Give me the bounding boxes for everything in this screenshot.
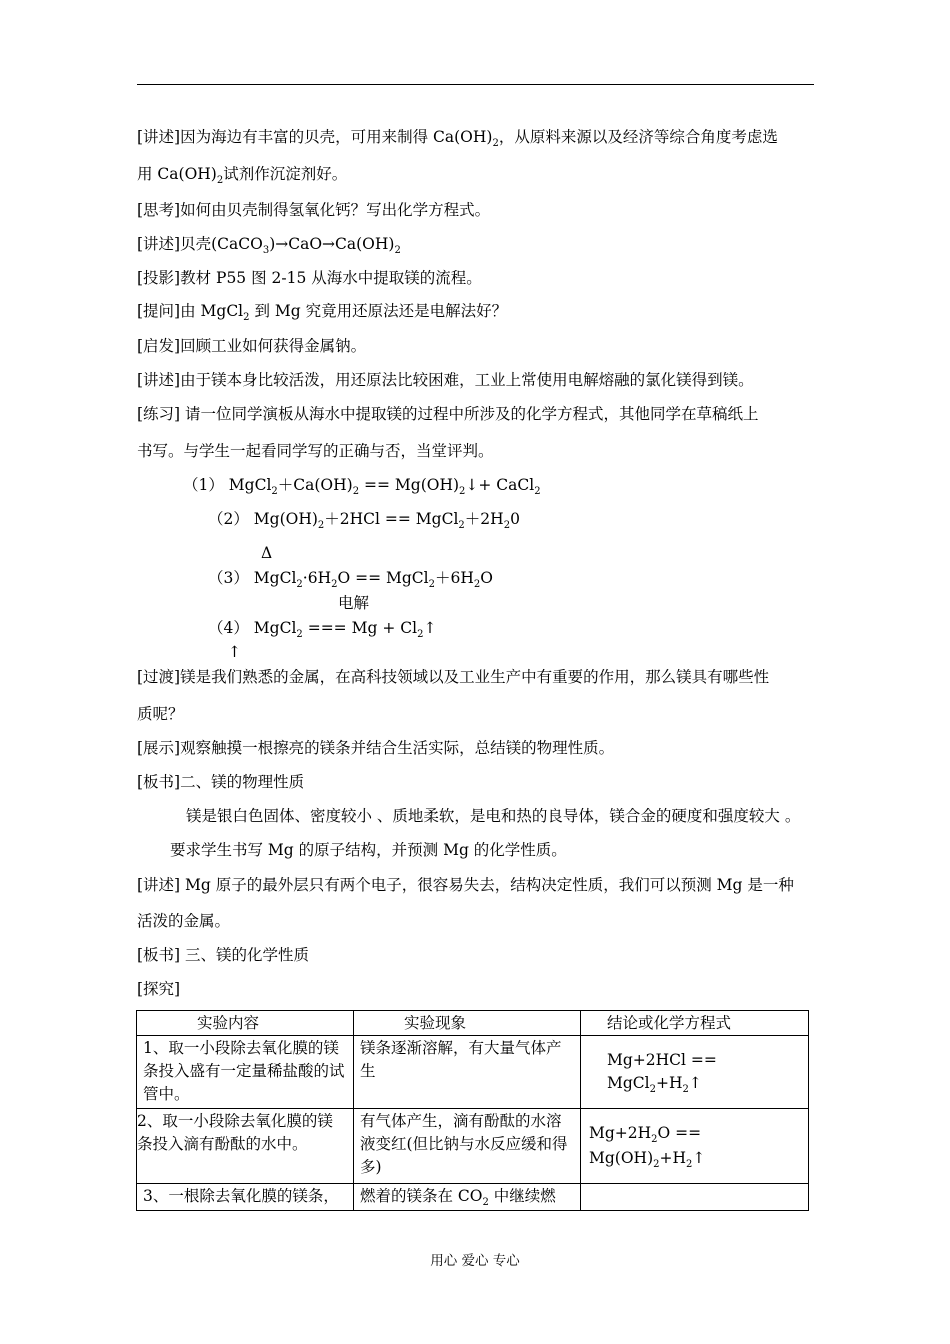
table-cell: $Mg+2HCl == MgCl_2+H_2↑$ bbox=[581, 1036, 809, 1109]
table-cell: 1、取一小段除去氧化膜的镁条投入盛有一定量稀盐酸的试管中。 bbox=[137, 1036, 354, 1109]
paragraph-line: [讲述]贝壳$(CaCO_3)\to CaO\to Ca(OH)_2$ bbox=[137, 235, 401, 256]
paragraph-line: 活泼的金属。 bbox=[137, 912, 231, 930]
table-cell: 镁条逐渐溶解，有大量气体产生 bbox=[354, 1036, 581, 1109]
table-cell: 2、取一小段除去氧化膜的镁条投入滴有酚酞的水中。 bbox=[137, 1109, 354, 1184]
equation-1: （1） $MgCl_2+Ca(OH)_2$ == $Mg(OH)_2↓+$ CaCl$_2$ bbox=[183, 476, 541, 497]
paragraph-line: 书写。与学生一起看同学写的正确与否，当堂评判。 bbox=[137, 442, 494, 460]
table-cell: 燃着的镁条在 $CO_2$ 中继续燃 bbox=[354, 1184, 581, 1211]
arrow-up-icon: ↑ bbox=[228, 643, 241, 661]
paragraph-line: [讲述] Mg 原子的最外层只有两个电子，很容易失去，结构决定性质，我们可以预测 Mg 是一种 bbox=[137, 876, 794, 894]
table-row bbox=[137, 1036, 809, 1109]
electrolysis-label: 电解 bbox=[338, 594, 370, 612]
table-header-cell: 实验内容 bbox=[137, 1011, 354, 1036]
table-cell: 3、一根除去氧化膜的镁条， bbox=[137, 1184, 354, 1211]
paragraph-line: 质呢？ bbox=[137, 705, 184, 723]
paragraph-line: [思考]如何由贝壳制得氢氧化钙？写出化学方程式。 bbox=[137, 201, 491, 219]
header-rule bbox=[137, 84, 814, 85]
table-cell: 有气体产生，滴有酚酞的水溶液变红(但比钠与水反应缓和得多) bbox=[354, 1109, 581, 1184]
paragraph-line: [练习] 请一位同学演板从海水中提取镁的过程中所涉及的化学方程式，其他同学在草稿纸上 bbox=[137, 405, 759, 423]
section-heading: [板书]二、镁的物理性质 bbox=[137, 773, 305, 791]
paragraph-line: [过渡]镁是我们熟悉的金属，在高科技领域以及工业生产中有重要的作用，那么镁具有哪些性 bbox=[137, 668, 770, 686]
paragraph-line: [探究] bbox=[137, 980, 181, 998]
paragraph-line: [讲述]由于镁本身比较活泼，用还原法比较困难，工业上常使用电解熔融的氯化镁得到镁。 bbox=[137, 371, 754, 389]
paragraph-line: [展示]观察触摸一根擦亮的镁条并结合生活实际，总结镁的物理性质。 bbox=[137, 739, 615, 757]
paragraph-line: [讲述]因为海边有丰富的贝壳，可用来制得 $Ca(OH)_2$，从原料来源以及经济等综合角度考虑选 bbox=[137, 128, 778, 149]
table-header-cell: 实验现象 bbox=[354, 1011, 581, 1036]
paragraph-line: 镁是银白色固体、密度较小 、质地柔软，是电和热的良导体，镁合金的硬度和强度较大 。 bbox=[186, 807, 801, 825]
experiment-table bbox=[136, 1010, 809, 1211]
table-header-row bbox=[137, 1011, 809, 1036]
equation-4: （4） MgCl$_2$ === $Mg + Cl_2↑$ bbox=[208, 619, 437, 640]
paragraph-line: [投影]教材 P55 图 2-15 从海水中提取镁的流程。 bbox=[137, 269, 482, 287]
paragraph-line: [启发]回顾工业如何获得金属钠。 bbox=[137, 337, 367, 355]
table-row bbox=[137, 1184, 809, 1211]
table-header-cell: 结论或化学方程式 bbox=[581, 1011, 809, 1036]
page-footer: 用心 爱心 专心 bbox=[430, 1253, 520, 1269]
table-cell bbox=[581, 1184, 809, 1211]
table-cell: $Mg+2H_2O$ == $Mg(OH)_2+H_2↑$ bbox=[581, 1109, 809, 1184]
paragraph-line: 要求学生书写 Mg 的原子结构，并预测 Mg 的化学性质。 bbox=[170, 841, 567, 859]
heat-symbol: Δ bbox=[261, 544, 273, 562]
table-row bbox=[137, 1109, 809, 1184]
equation-3: （3） $MgCl_2\cdot 6H_2O$ == $MgCl_2+6H_2O$ bbox=[208, 569, 493, 590]
equation-2: （2） $Mg(OH)_2+2HCl$ == $MgCl_2+2H_20$ bbox=[208, 510, 520, 531]
paragraph-line: 用 $Ca(OH)_2$试剂作沉淀剂好。 bbox=[137, 165, 348, 186]
section-heading: [板书] 三、镁的化学性质 bbox=[137, 946, 310, 964]
paragraph-line: [提问]由 MgCl$_2$ 到 Mg 究竟用还原法还是电解法好？ bbox=[137, 302, 508, 323]
